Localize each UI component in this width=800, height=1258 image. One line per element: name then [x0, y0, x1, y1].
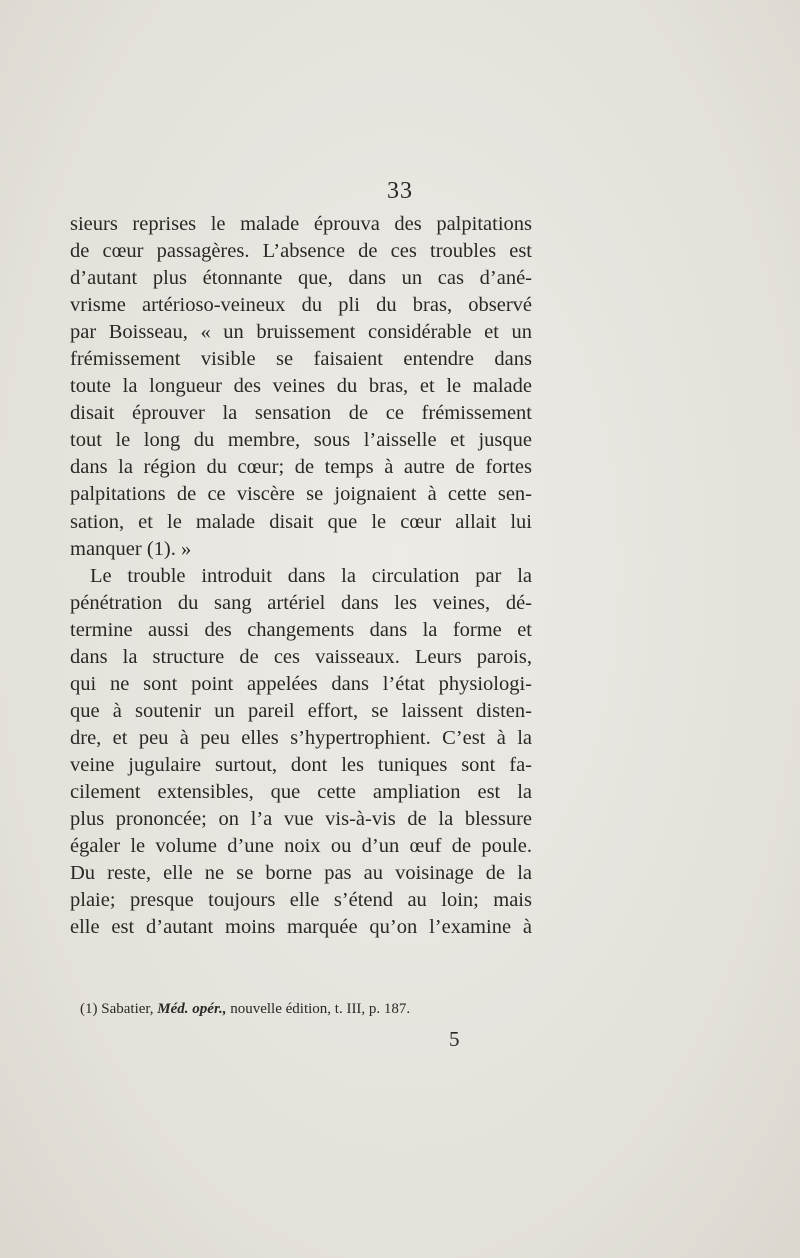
text-line: égaler le volume d’une noix ou d’un œuf de poule. [70, 835, 532, 858]
footnote-author: Sabatier, [101, 1001, 154, 1017]
body-text [70, 211, 532, 941]
text-line: veine jugulaire surtout, dont les tuniques sont fa- [70, 753, 532, 776]
text-line: d’autant plus étonnante que, dans un cas d’ané- [70, 267, 532, 290]
page-number: 33 [387, 178, 413, 204]
text-line: cilement extensibles, que cette ampliation est la [70, 780, 532, 803]
text-line: elle est d’autant moins marquée qu’on l’examine à [70, 916, 532, 939]
text-line: frémissement visible se faisaient entendre dans [70, 348, 532, 371]
text-line: vrisme artérioso-veineux du pli du bras, observé [70, 294, 532, 317]
text-line: par Boisseau, « un bruissement considérable et un [70, 321, 532, 344]
text-line: palpitations de ce viscère se joignaient à cette sen- [70, 483, 532, 506]
text-line: dre, et peu à peu elles s’hypertrophient. C’est à la [70, 726, 532, 749]
text-line: disait éprouver la sensation de ce frémissement [70, 402, 532, 425]
footnote-work-title: Méd. opér., [157, 1001, 227, 1017]
text-line: Le trouble introduit dans la circulation par la [90, 564, 532, 587]
text-line: de cœur passagères. L’absence de ces troubles est [70, 240, 532, 263]
text-line: qui ne sont point appelées dans l’état physiologi- [70, 672, 532, 695]
text-line: Du reste, elle ne se borne pas au voisinage de la [70, 862, 532, 885]
text-line: sation, et le malade disait que le cœur allait lui [70, 510, 532, 533]
text-line: plaie; presque toujours elle s’étend au loin; mais [70, 889, 532, 912]
signature-mark: 5 [449, 1027, 460, 1051]
text-line: termine aussi des changements dans la forme et [70, 618, 532, 641]
text-line: que à soutenir un pareil effort, se laissent disten- [70, 699, 532, 722]
text-line: manquer (1). » [70, 537, 192, 560]
text-line: dans la région du cœur; de temps à autre de fortes [70, 456, 532, 479]
footnote [80, 1001, 510, 1018]
text-line: tout le long du membre, sous l’aisselle et jusque [70, 429, 532, 452]
footnote-marker: (1) [80, 1001, 98, 1017]
text-line: dans la structure de ces vaisseaux. Leurs parois, [70, 645, 532, 668]
text-line: sieurs reprises le malade éprouva des palpitations [70, 213, 532, 235]
footnote-details: nouvelle édition, t. III, p. 187. [230, 1001, 411, 1017]
text-line: toute la longueur des veines du bras, et le malade [70, 375, 532, 398]
text-line: pénétration du sang artériel dans les veines, dé- [70, 591, 532, 614]
text-line: plus prononcée; on l’a vue vis-à-vis de la blessure [70, 808, 532, 831]
